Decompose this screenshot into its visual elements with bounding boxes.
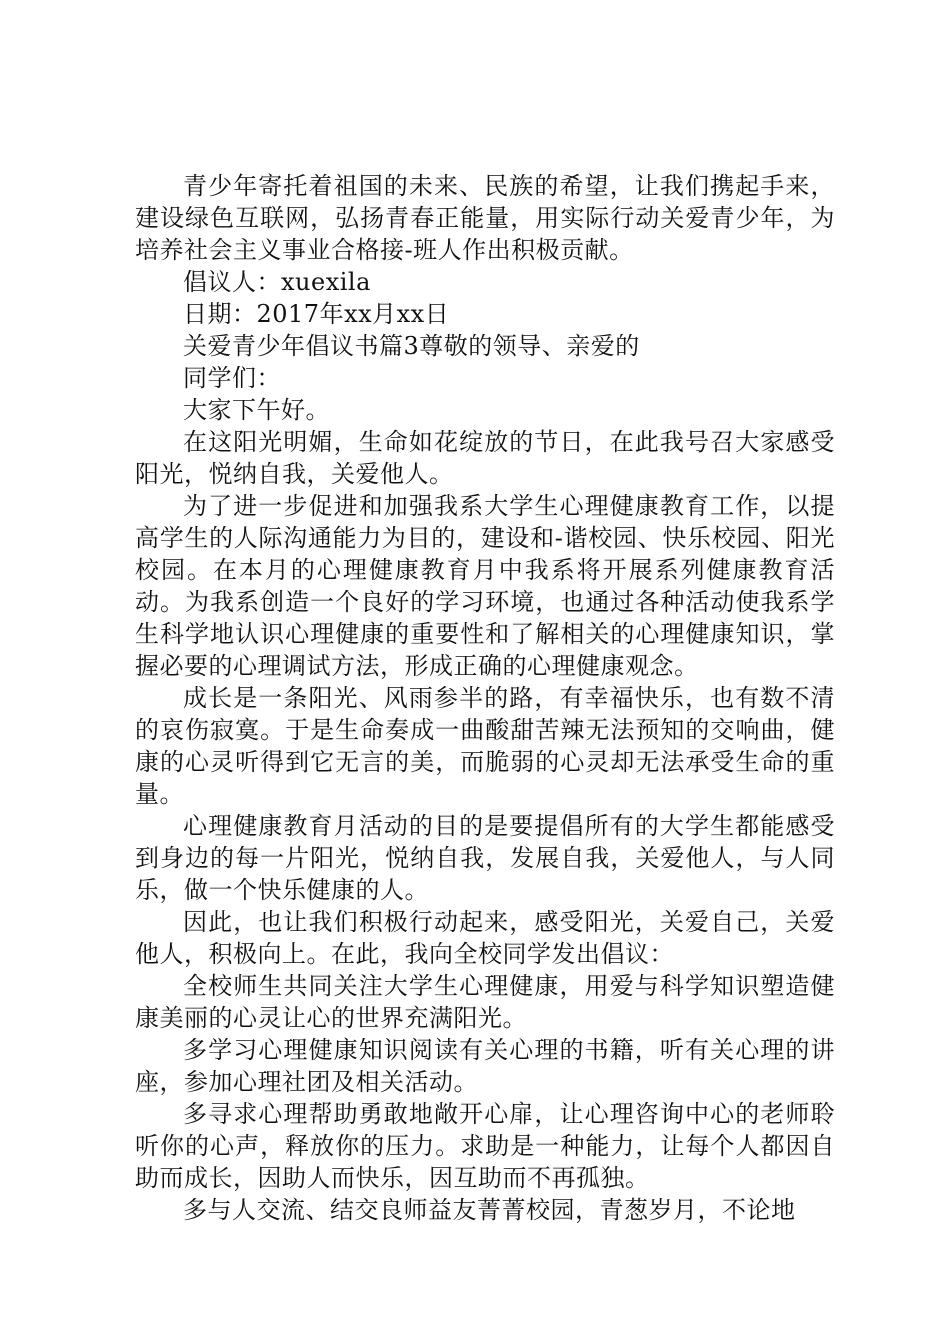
document-body [135, 170, 835, 1226]
paragraph-initiative-intro: 因此，也让我们积极行动起来，感受阳光，关爱自己，关爱他人，积极向上。在此，我向全校同学发出倡议： [135, 908, 835, 968]
paragraph-proposal-4: 多与人交流、结交良师益友菁菁校园，青葱岁月，不论地 [183, 1196, 796, 1224]
paragraph-purpose: 为了进一步促进和加强我系大学生心理健康教育工作，以提高学生的人际沟通能力为目的，建设和-谐校园、快乐校园、阳光校园。在本月的心理健康教育月中我系将开展系列健康教育活动。为我系创造一个良好的学习环境，也通过各种活动使我系学生科学地认识心理健康的重要性和了解相关的心理健康知识，掌握必要的心理调试方法，形成正确的心理健康观念。 [135, 492, 835, 680]
paragraph-activity-goal: 心理健康教育月活动的目的是要提倡所有的大学生都能感受到身边的每一片阳光，悦纳自我，发展自我，关爱他人，与人同乐，做一个快乐健康的人。 [135, 812, 835, 904]
paragraph-greeting: 大家下午好。 [183, 396, 330, 424]
paragraph-growth: 成长是一条阳光、风雨参半的路，有幸福快乐，也有数不清的哀伤寂寞。于是生命奏成一曲酸甜苦辣无法预知的交响曲，健康的心灵听得到它无言的美，而脆弱的心灵却无法承受生命的重量。 [135, 684, 835, 808]
paragraph-proposal-1: 全校师生共同关注大学生心理健康，用爱与科学知识塑造健康美丽的心灵让心的世界充满阳光。 [135, 972, 835, 1032]
paragraph-proposal-2: 多学习心理健康知识阅读有关心理的书籍，听有关心理的讲座，参加心理社团及相关活动。 [135, 1036, 835, 1096]
paragraph-initiator: 倡议人：xuexila [183, 268, 371, 296]
paragraph-proposal-3: 多寻求心理帮助勇敢地敞开心扉，让心理咨询中心的老师聆听你的心声，释放你的压力。求助是一种能力，让每个人都因自助而成长，因助人而快乐，因互助而不再孤独。 [135, 1100, 835, 1192]
paragraph-section-heading: 关爱青少年倡议书篇3尊敬的领导、亲爱的 [183, 332, 640, 360]
paragraph-appeal-closing: 青少年寄托着祖国的未来、民族的希望，让我们携起手来，建设绿色互联网，弘扬青春正能量，用实际行动关爱青少年，为培养社会主义事业合格接-班人作出积极贡献。 [135, 172, 835, 264]
paragraph-date: 日期：2017年xx月xx日 [183, 300, 450, 328]
paragraph-call-sunshine: 在这阳光明媚，生命如花绽放的节日，在此我号召大家感受阳光，悦纳自我，关爱他人。 [135, 428, 835, 488]
paragraph-salutation: 同学们： [183, 364, 281, 392]
